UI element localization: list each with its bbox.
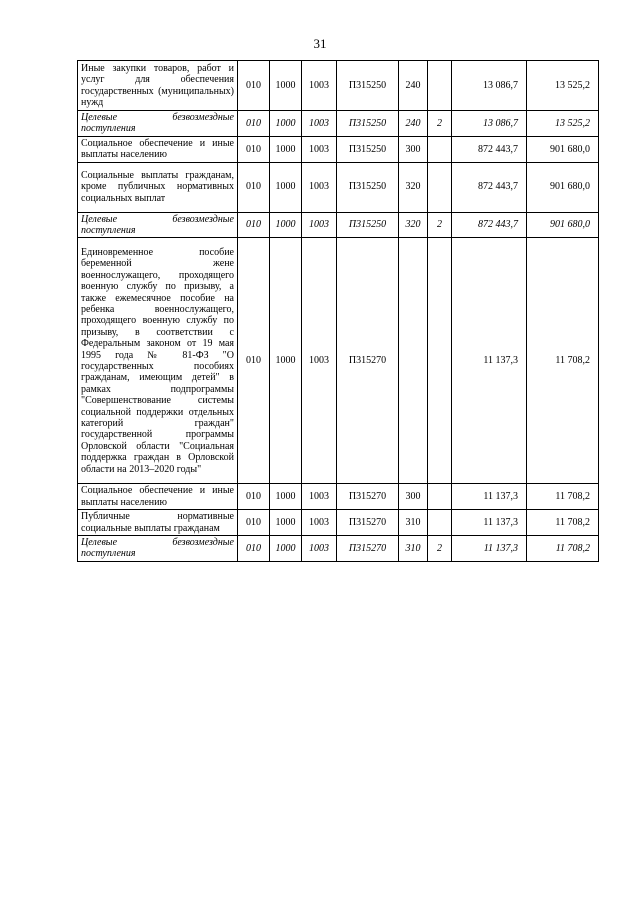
cell-amount-year-2: 11 708,2 [527, 238, 599, 484]
cell-subsection: 1003 [302, 212, 337, 238]
cell-amount-year-1: 11 137,3 [452, 510, 527, 536]
cell-amount-year-1: 872 443,7 [452, 136, 527, 162]
cell-section: 1000 [270, 238, 302, 484]
cell-subsection: 1003 [302, 61, 337, 111]
cell-funding-source [428, 136, 452, 162]
table-row [78, 136, 599, 162]
cell-funding-source [428, 484, 452, 510]
cell-name: Социальные выплаты гражданам, кроме публичных нормативных социальных выплат [78, 162, 238, 212]
table-row [78, 162, 599, 212]
cell-admin-code: 010 [238, 212, 270, 238]
cell-amount-year-2: 13 525,2 [527, 61, 599, 111]
cell-name: Целевые безвозмездные поступления [78, 536, 238, 562]
cell-target-article: П315270 [337, 510, 399, 536]
cell-name: Публичные нормативные социальные выплаты гражданам [78, 510, 238, 536]
cell-subsection: 1003 [302, 162, 337, 212]
cell-admin-code: 010 [238, 136, 270, 162]
cell-target-article: П315250 [337, 111, 399, 137]
cell-amount-year-2: 11 708,2 [527, 536, 599, 562]
cell-admin-code: 010 [238, 484, 270, 510]
cell-amount-year-1: 13 086,7 [452, 61, 527, 111]
cell-admin-code: 010 [238, 510, 270, 536]
cell-amount-year-2: 901 680,0 [527, 212, 599, 238]
cell-subsection: 1003 [302, 111, 337, 137]
cell-name: Целевые безвозмездные поступления [78, 212, 238, 238]
cell-amount-year-2: 901 680,0 [527, 162, 599, 212]
page-number: 31 [313, 36, 327, 51]
cell-amount-year-1: 11 137,3 [452, 484, 527, 510]
cell-expense-type: 240 [399, 61, 428, 111]
cell-target-article: П315270 [337, 484, 399, 510]
cell-expense-type: 310 [399, 510, 428, 536]
cell-admin-code: 010 [238, 238, 270, 484]
cell-funding-source [428, 510, 452, 536]
budget-table [77, 60, 599, 562]
cell-funding-source [428, 238, 452, 484]
cell-subsection: 1003 [302, 238, 337, 484]
cell-funding-source [428, 61, 452, 111]
cell-funding-source: 2 [428, 111, 452, 137]
cell-target-article: П315250 [337, 61, 399, 111]
cell-funding-source [428, 162, 452, 212]
cell-amount-year-1: 872 443,7 [452, 212, 527, 238]
cell-name: Иные закупки товаров, работ и услуг для обеспечения государственных (муниципальных) нужд [78, 61, 238, 111]
cell-admin-code: 010 [238, 111, 270, 137]
table-row [78, 510, 599, 536]
cell-section: 1000 [270, 510, 302, 536]
table-row [78, 238, 599, 484]
cell-section: 1000 [270, 111, 302, 137]
cell-amount-year-1: 872 443,7 [452, 162, 527, 212]
cell-admin-code: 010 [238, 162, 270, 212]
cell-subsection: 1003 [302, 536, 337, 562]
table-row [78, 212, 599, 238]
cell-amount-year-2: 11 708,2 [527, 510, 599, 536]
cell-target-article: П315250 [337, 212, 399, 238]
table-row [78, 111, 599, 137]
cell-target-article: П315270 [337, 536, 399, 562]
cell-amount-year-2: 13 525,2 [527, 111, 599, 137]
cell-expense-type: 300 [399, 484, 428, 510]
cell-expense-type: 310 [399, 536, 428, 562]
table-body [78, 61, 599, 562]
cell-funding-source: 2 [428, 536, 452, 562]
cell-name: Социальное обеспечение и иные выплаты населению [78, 484, 238, 510]
cell-name: Единовременное пособие беременной жене военнослужащего, проходящего военную службу по призыву, а также ежемесячное пособие на ребенка военнослужащего, проходящего военную службу по призыву, в соответствии с Федеральным законом от 19 мая 1995 года № 81-ФЗ "О государственных пособиях гражданам, имеющим детей" в рамках подпрограммы "Совершенствование системы социальной поддержки отдельных категорий граждан" государственной программы Орловской области "Социальная поддержка граждан в Орловской области на 2013–2020 годы" [78, 238, 238, 484]
cell-section: 1000 [270, 136, 302, 162]
cell-amount-year-1: 11 137,3 [452, 536, 527, 562]
cell-name: Целевые безвозмездные поступления [78, 111, 238, 137]
cell-target-article: П315250 [337, 136, 399, 162]
cell-subsection: 1003 [302, 484, 337, 510]
cell-section: 1000 [270, 484, 302, 510]
cell-target-article: П315270 [337, 238, 399, 484]
cell-admin-code: 010 [238, 536, 270, 562]
cell-section: 1000 [270, 61, 302, 111]
cell-section: 1000 [270, 212, 302, 238]
cell-amount-year-1: 11 137,3 [452, 238, 527, 484]
cell-name: Социальное обеспечение и иные выплаты населению [78, 136, 238, 162]
table-row [78, 536, 599, 562]
cell-target-article: П315250 [337, 162, 399, 212]
table-row [78, 484, 599, 510]
cell-subsection: 1003 [302, 136, 337, 162]
cell-amount-year-2: 11 708,2 [527, 484, 599, 510]
table-row [78, 61, 599, 111]
cell-subsection: 1003 [302, 510, 337, 536]
cell-section: 1000 [270, 536, 302, 562]
cell-expense-type: 320 [399, 162, 428, 212]
cell-section: 1000 [270, 162, 302, 212]
cell-amount-year-2: 901 680,0 [527, 136, 599, 162]
cell-amount-year-1: 13 086,7 [452, 111, 527, 137]
cell-expense-type: 320 [399, 212, 428, 238]
cell-admin-code: 010 [238, 61, 270, 111]
cell-expense-type [399, 238, 428, 484]
cell-funding-source: 2 [428, 212, 452, 238]
cell-expense-type: 240 [399, 111, 428, 137]
cell-expense-type: 300 [399, 136, 428, 162]
